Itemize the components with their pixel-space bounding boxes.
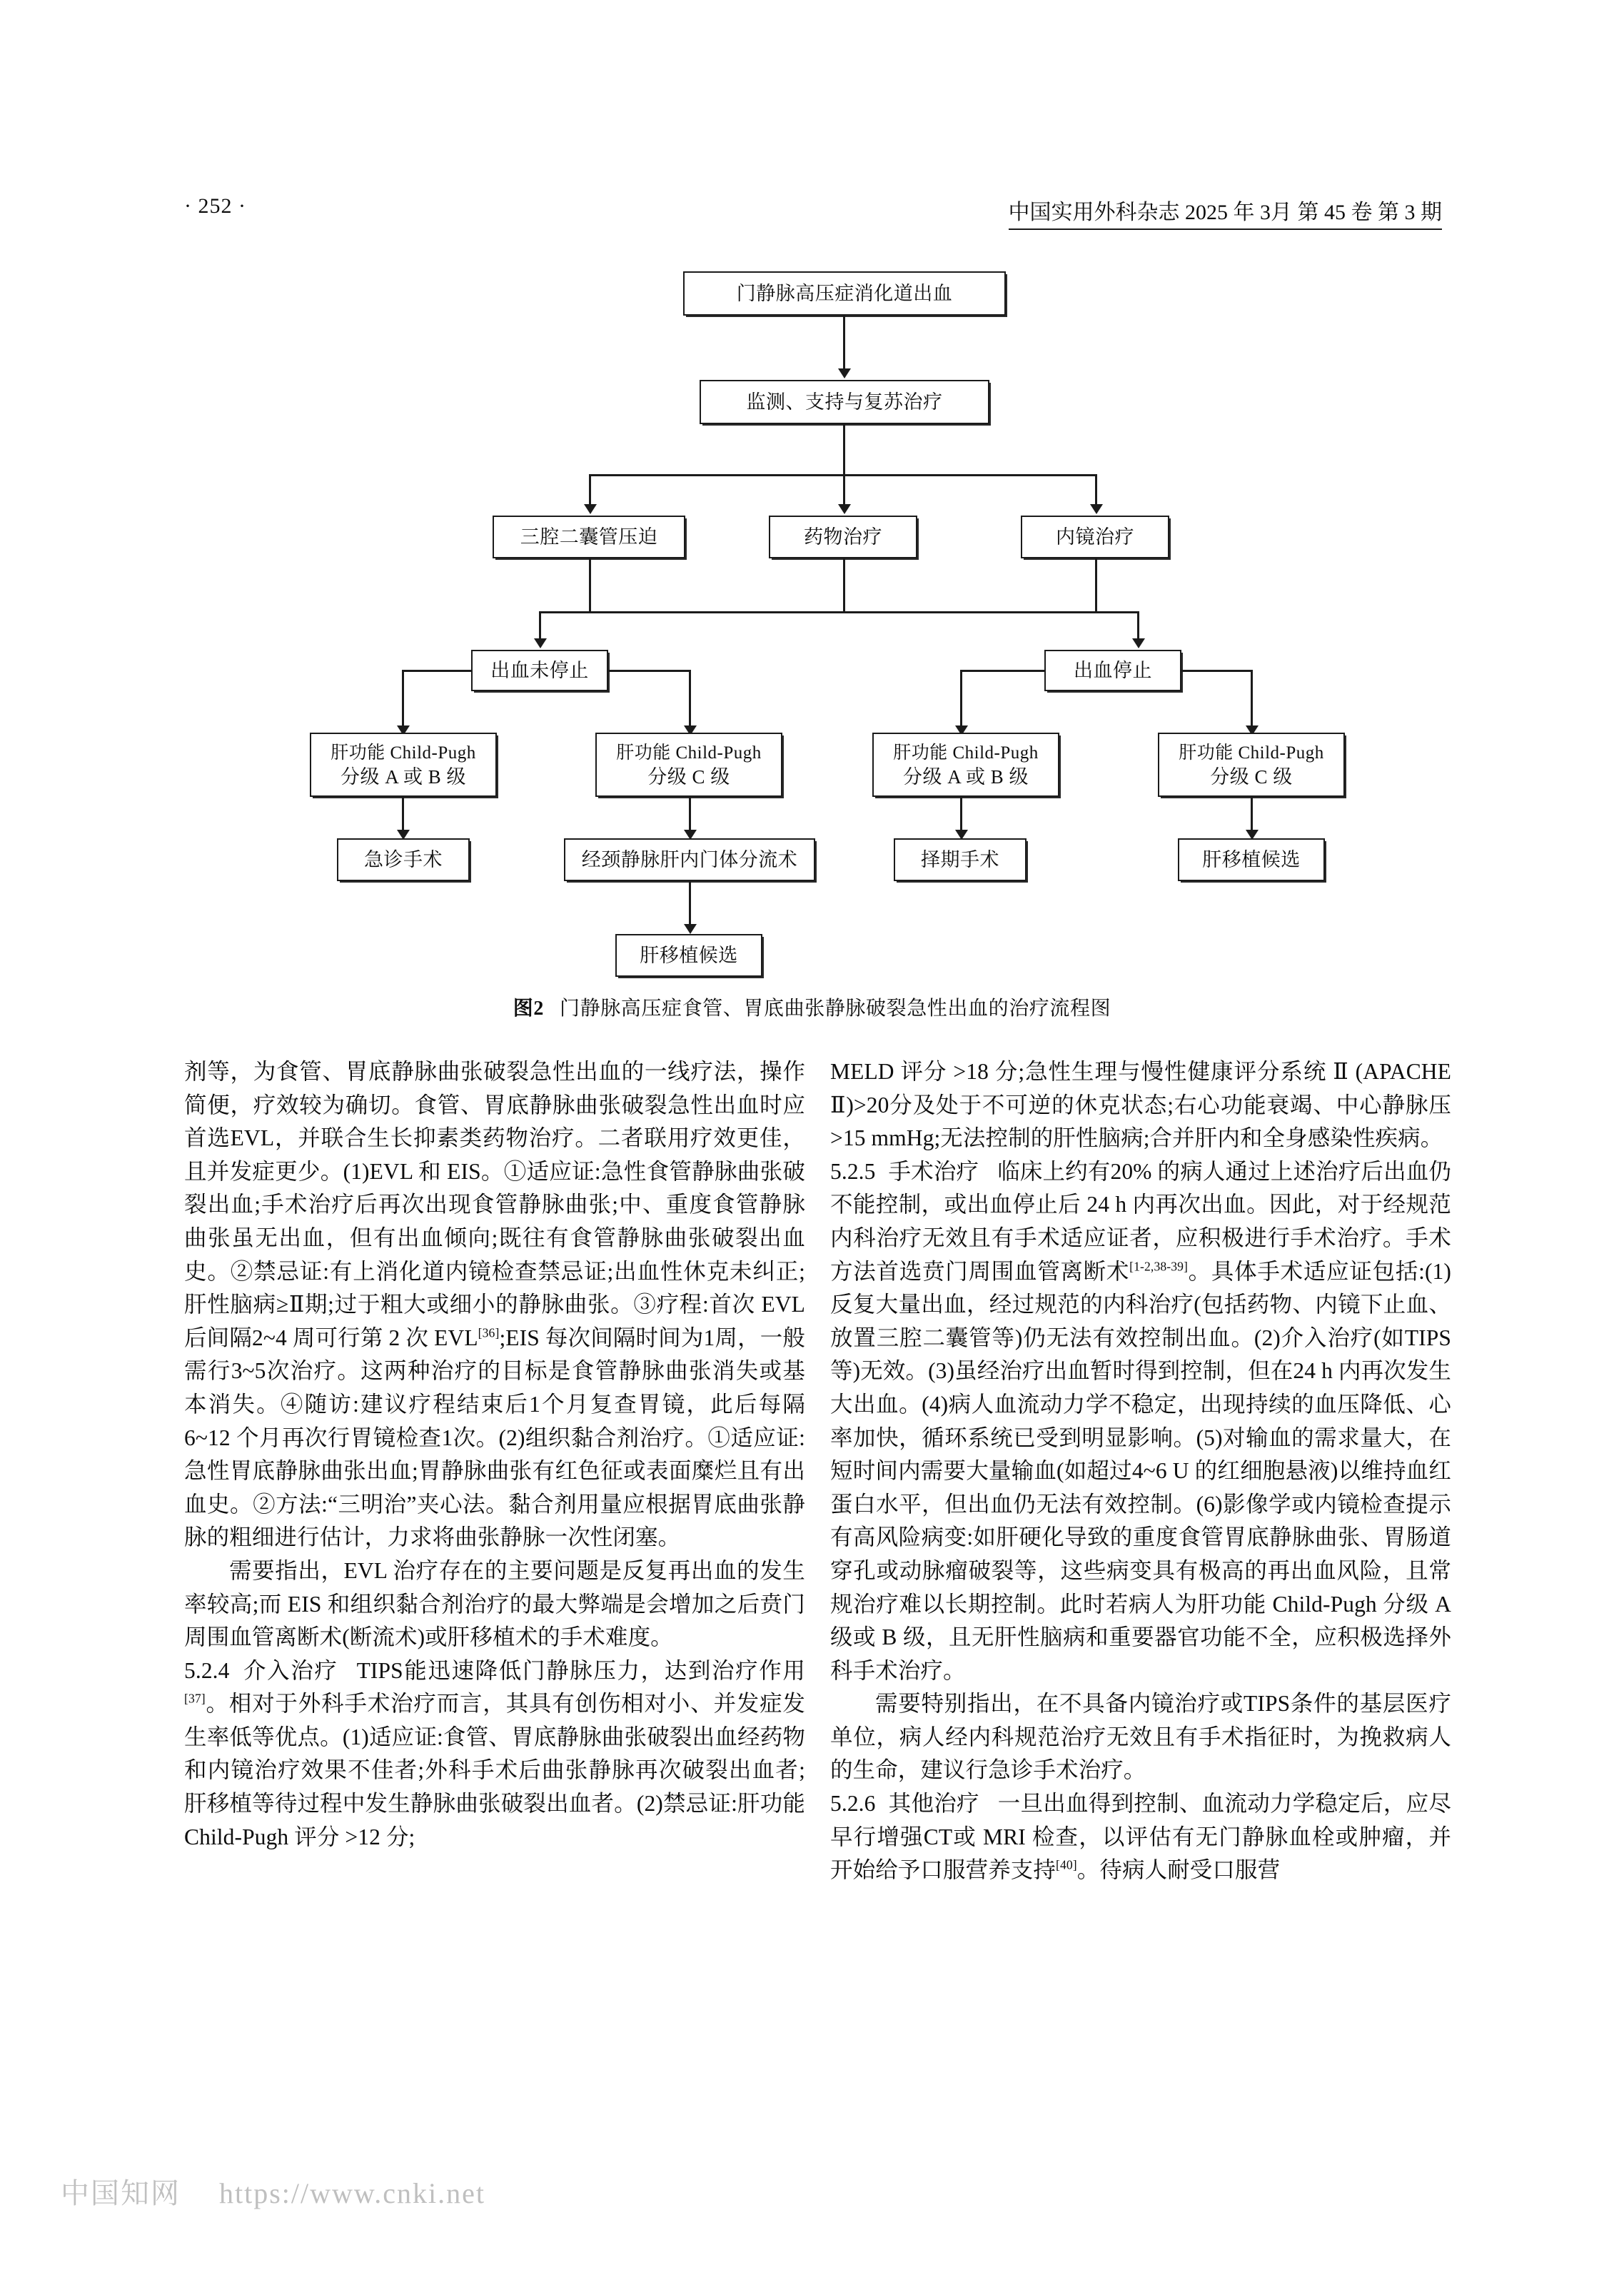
figure-caption: [0, 993, 1624, 1021]
connector-horizontal: [402, 670, 471, 672]
flow-node-drug-therapy: [769, 516, 917, 558]
paragraph-text: 需要特别指出，在不具备内镜治疗或TIPS条件的基层医疗单位，病人经内科规范治疗无效且有手术指征时，为挽救病人的生命，建议行急诊手术治疗。: [830, 1691, 1451, 1783]
flow-node-child-pugh-ab-left: [310, 733, 497, 797]
reference-marker: [1-2,38-39]: [1129, 1259, 1189, 1274]
body-text-left-column: [184, 1055, 805, 1854]
connector-vertical: [843, 316, 845, 373]
flow-node-label-line1: 肝功能 Child-Pugh: [893, 743, 1039, 763]
section-number: 5.2.4: [184, 1657, 230, 1683]
connector-vertical: [689, 670, 691, 730]
flow-node-label: 内镜治疗: [1056, 526, 1134, 548]
connector-vertical: [843, 424, 845, 476]
connector-horizontal: [539, 611, 589, 613]
connector-vertical: [843, 474, 845, 508]
flow-node-label-line2: 分级 C 级: [1210, 765, 1293, 788]
connector-vertical: [589, 558, 591, 613]
connector-arrowhead: [684, 924, 697, 934]
connector-vertical: [402, 670, 404, 730]
flow-node-label: 急诊手术: [364, 848, 443, 870]
flow-node-child-pugh-c-right: [1158, 733, 1345, 797]
flow-node-label: 三腔二囊管压迫: [520, 526, 658, 548]
flow-node-endoscopic-therapy: [1021, 516, 1169, 558]
reference-marker: [36]: [478, 1325, 500, 1340]
connector-horizontal: [960, 670, 1044, 672]
paragraph: [830, 1055, 1451, 1155]
flow-node-transplant-candidate-right: [1178, 838, 1325, 881]
flow-node-label: 药物治疗: [804, 526, 882, 548]
section-body-cont: 。具体手术适应证包括:(1)反复大量出血，经过规范的内科治疗(包括药物、内镜下止血、放置三腔二囊管等)仍无法有效控制出血。(2)介入治疗(如TIPS等)无效。(3)虽经治疗出血暂时得到控制，但在24 h 内再次发生大出血。(4)病人血流动力学不稳定，出现持续的血压降低、心率加快，循环系统已受到明显影响。(5)对输血的需求量大，在短时间内需要大量输血(如超过4~6 U 的红细胞悬液)以维持血红蛋白水平，但出血仍无法有效控制。(6)影像学或内镜检查提示有高风险病变:如肝硬化导致的重度食管胃底静脉曲张、胃肠道穿孔或动脉瘤破裂等，这些病变具有极高的再出血风险，且常规治疗难以长期控制。此时若病人为肝功能 Child-Pugh 分级 A 级或 B 级，且无肝性脑病和重要器官功能不全，应积极选择外科手术治疗。: [830, 1258, 1451, 1683]
figure-caption-text: 门静脉高压症食管、胃底曲张静脉破裂急性出血的治疗流程图: [560, 998, 1111, 1020]
flow-node-child-pugh-c-left: [595, 733, 782, 797]
paragraph-text-cont: ;EIS 每次间隔时间为1周，一般需行3~5次治疗。这两种治疗的目标是食管静脉曲张消失或基本消失。④随访:建议疗程结束后1个月复查胃镜，此后每隔6~12 个月再次行胃镜检查1次。(2)组织黏合剂治疗。①适应证:急性胃底静脉曲张出血;胃静脉曲张有红色征或表面糜烂且有出血史。②方法:“三明治”夹心法。黏合剂用量应根据胃底曲张静脉的粗细进行估计，力求将曲张静脉一次性闭塞。: [184, 1325, 805, 1550]
flow-node-child-pugh-ab-right: [872, 733, 1059, 797]
section-title: 其他治疗: [888, 1791, 979, 1817]
section-title: 介入治疗: [242, 1657, 338, 1683]
paragraph: [184, 1055, 805, 1555]
flow-node-label: 出血未停止: [490, 659, 589, 681]
flow-node-balloon-tamponade: [493, 516, 685, 558]
connector-arrowhead: [838, 368, 851, 378]
flow-node-label: 择期手术: [921, 848, 999, 870]
section-number: 5.2.6: [830, 1791, 876, 1817]
section-5-2-5: [830, 1155, 1451, 1688]
connector-vertical: [1251, 670, 1253, 730]
flow-node-bleeding-stopped: [1044, 650, 1181, 691]
section-title: 手术治疗: [888, 1158, 979, 1184]
flow-node-monitoring: [700, 380, 989, 424]
flow-node-label: 监测、支持与复苏治疗: [746, 391, 943, 413]
running-head: [0, 194, 1624, 227]
paragraph-text: 需要指出，EVL 治疗存在的主要问题是反复再出血的发生率较高;而 EIS 和组织黏合剂治疗的最大弊端是会增加之后贲门周围血管离断术(断流术)或肝移植术的手术难度。: [184, 1557, 805, 1650]
reference-marker: [40]: [1056, 1857, 1077, 1872]
flow-node-gi-bleeding: [683, 271, 1006, 316]
flow-node-transplant-candidate-bottom: [615, 934, 762, 977]
paragraph: [830, 1687, 1451, 1787]
flow-node-label-line1: 肝功能 Child-Pugh: [331, 743, 476, 763]
journal-citation: 中国实用外科杂志 2025 年 3月 第 45 卷 第 3 期: [1009, 194, 1443, 230]
connector-vertical: [1095, 474, 1097, 508]
flow-node-label: 出血停止: [1074, 659, 1152, 681]
paragraph-text: MELD 评分 >18 分;急性生理与慢性健康评分系统 Ⅱ (APACHE Ⅱ)>20分及处于不可逆的休克状态;右心功能衰竭、中心静脉压>15 mmHg;无法控制的肝性脑病;合并肝内和全身感染性疾病。: [830, 1059, 1451, 1151]
flow-node-label-line1: 肝功能 Child-Pugh: [1179, 743, 1324, 763]
flow-node-label-line2: 分级 A 或 B 级: [902, 765, 1029, 788]
section-5-2-6: [830, 1787, 1451, 1887]
flow-node-bleeding-not-stopped: [471, 650, 608, 691]
cnki-watermark: [61, 2171, 485, 2211]
body-text-right-column: [830, 1055, 1451, 1887]
reference-marker: [37]: [184, 1691, 206, 1706]
connector-vertical: [843, 558, 845, 613]
watermark-url: https://www.cnki.net: [219, 2177, 485, 2209]
section-body-cont: 。待病人耐受口服营: [1076, 1857, 1281, 1883]
treatment-flowchart: [0, 250, 1624, 964]
connector-arrowhead: [584, 504, 597, 514]
connector-vertical: [689, 881, 691, 928]
flow-node-label-line2: 分级 C 级: [647, 765, 730, 788]
connector-vertical: [1095, 558, 1097, 613]
section-body: TIPS能迅速降低门静脉压力，达到治疗作用: [356, 1657, 806, 1683]
section-body-cont: 。相对于外科手术治疗而言，其具有创伤相对小、并发症发生率低等优点。(1)适应证:食管、胃底静脉曲张破裂出血经药物和内镜治疗效果不佳者;外科手术后曲张静脉再次破裂出血者;肝移植等待过程中发生静脉曲张破裂出血者。(2)禁忌证:肝功能 Child-Pugh 评分 >12 分;: [184, 1691, 805, 1849]
page-folio: · 252 ·: [184, 194, 246, 218]
connector-horizontal: [1181, 670, 1253, 672]
flow-node-label: 门静脉高压症消化道出血: [736, 282, 953, 304]
connector-horizontal: [589, 611, 1095, 613]
connector-vertical: [589, 474, 591, 508]
connector-horizontal: [1095, 611, 1139, 613]
flow-node-label-line2: 分级 A 或 B 级: [340, 765, 467, 788]
section-number: 5.2.5: [830, 1158, 876, 1184]
connector-arrowhead: [1132, 638, 1145, 648]
figure-caption-label: 图2: [513, 998, 544, 1020]
connector-horizontal: [608, 670, 690, 672]
paragraph-text: 剂等，为食管、胃底静脉曲张破裂急性出血的一线疗法，操作简便，疗效较为确切。食管、胃底静脉曲张破裂急性出血时应首选EVL，并联合生长抑素类药物治疗。二者联用疗效更佳，且并发症更少。(1)EVL 和 EIS。①适应证:急性食管静脉曲张破裂出血;手术治疗后再次出现食管静脉曲张;中、重度食管静脉曲张虽无出血，但有出血倾向;既往有食管静脉曲张破裂出血史。②禁忌证:有上消化道内镜检查禁忌证;出血性休克未纠正;肝性脑病≥Ⅱ期;过于粗大或细小的静脉曲张。③疗程:首次 EVL 后间隔2~4 周可行第 2 次 EVL: [184, 1059, 805, 1350]
flow-node-label: 经颈静脉肝内门体分流术: [581, 848, 798, 870]
section-5-2-4: [184, 1654, 805, 1854]
connector-arrowhead: [838, 504, 851, 514]
flow-node-tips: [564, 838, 815, 881]
section-body: 临床上约有20% 的病人通过上述治疗后出血仍不能控制，或出血停止后 24 h 内再次出血。因此，对于经规范内科治疗无效且有手术适应证者，应积极进行手术治疗。手术方法首选贲门周围血管离断术: [830, 1158, 1451, 1284]
flow-node-elective-surgery: [894, 838, 1027, 881]
flow-node-emergency-surgery: [337, 838, 470, 881]
connector-vertical: [960, 670, 962, 730]
flow-node-label: 肝移植候选: [1202, 848, 1301, 870]
flow-node-label-line1: 肝功能 Child-Pugh: [616, 743, 762, 763]
section-body: 一旦出血得到控制、血流动力学稳定后，应尽早行增强CT或 MRI 检查，以评估有无门静脉血栓或肿瘤，并开始给予口服营养支持: [830, 1791, 1451, 1883]
watermark-brand: 中国知网: [61, 2177, 181, 2209]
flow-node-label: 肝移植候选: [640, 944, 738, 966]
connector-arrowhead: [1090, 504, 1103, 514]
connector-arrowhead: [534, 638, 547, 648]
paragraph: [184, 1555, 805, 1654]
